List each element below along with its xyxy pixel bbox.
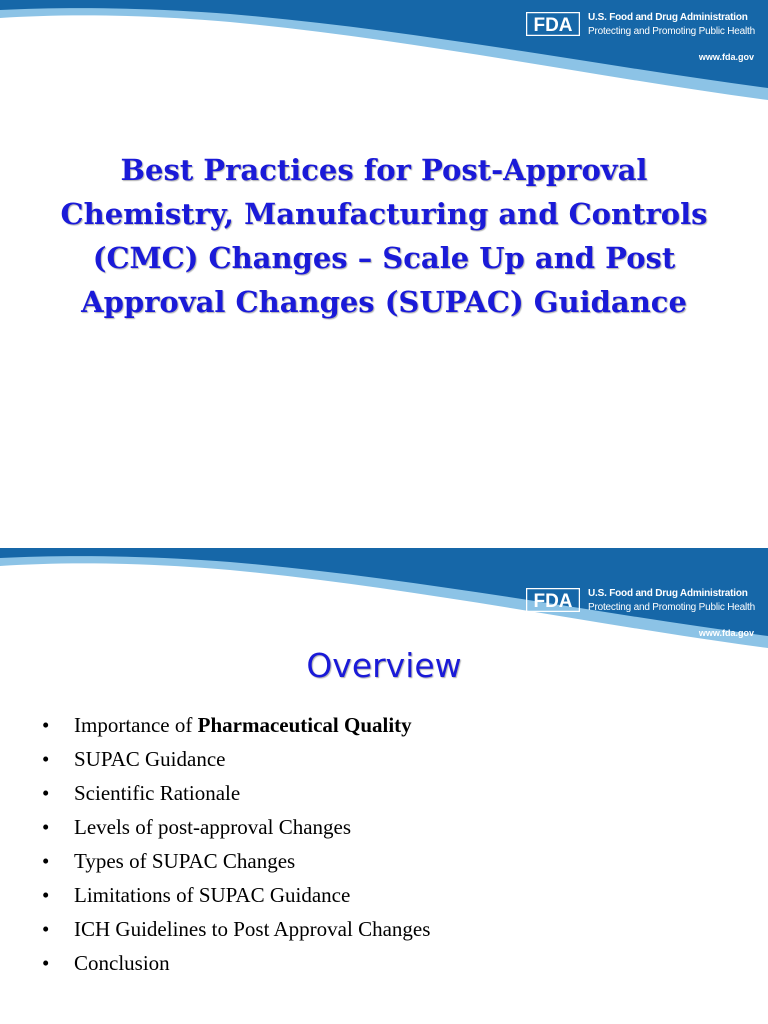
list-item-text: Conclusion <box>74 951 170 975</box>
title-line: Chemistry, Manufacturing and Controls <box>60 197 708 231</box>
list-item <box>40 710 430 744</box>
website-url: www.fda.gov <box>698 52 754 62</box>
fda-logo-icon <box>526 12 580 36</box>
title-line: Approval Changes (SUPAC) Guidance <box>81 285 687 319</box>
list-item <box>40 744 430 778</box>
list-item-text: Levels of post-approval Changes <box>74 815 352 839</box>
agency-name: U.S. Food and Drug Administration <box>588 588 748 599</box>
list-item-text: ICH Guidelines to Post Approval Changes <box>74 917 431 941</box>
overview-slide <box>0 548 768 1024</box>
overview-list <box>40 710 430 982</box>
website-url: www.fda.gov <box>698 628 754 638</box>
list-item-emphasis: Pharmaceutical Quality <box>197 713 412 737</box>
bullet-icon: • <box>42 713 50 737</box>
svg-text:FDA: FDA <box>533 15 573 36</box>
agency-tagline: Protecting and Promoting Public Health <box>588 602 755 613</box>
list-item <box>40 914 430 948</box>
list-item <box>40 846 430 880</box>
agency-tagline: Protecting and Promoting Public Health <box>588 26 755 37</box>
list-item-text: Types of SUPAC Changes <box>74 849 296 873</box>
slide-title: Overview <box>306 646 462 685</box>
list-item-text: Limitations of SUPAC Guidance <box>74 883 351 907</box>
slide-title <box>20 148 748 324</box>
title-line: Best Practices for Post-Approval <box>120 153 648 187</box>
bullet-icon: • <box>42 917 50 941</box>
bullet-icon: • <box>42 747 50 771</box>
bullet-icon: • <box>42 815 50 839</box>
title-line: (CMC) Changes – Scale Up and Post <box>92 241 676 275</box>
fda-logo-icon <box>526 588 580 612</box>
agency-name: U.S. Food and Drug Administration <box>588 12 748 23</box>
list-item <box>40 812 430 846</box>
list-item <box>40 948 430 982</box>
bullet-icon: • <box>42 781 50 805</box>
slide-separator <box>0 530 768 548</box>
bullet-icon: • <box>42 951 50 975</box>
list-item <box>40 778 430 812</box>
list-item-text: Importance of <box>74 713 198 737</box>
list-item <box>40 880 430 914</box>
bullet-icon: • <box>42 849 50 873</box>
svg-text:FDA: FDA <box>533 591 573 612</box>
list-item-text: SUPAC Guidance <box>74 747 226 771</box>
bullet-icon: • <box>42 883 50 907</box>
list-item-text: Scientific Rationale <box>74 781 241 805</box>
